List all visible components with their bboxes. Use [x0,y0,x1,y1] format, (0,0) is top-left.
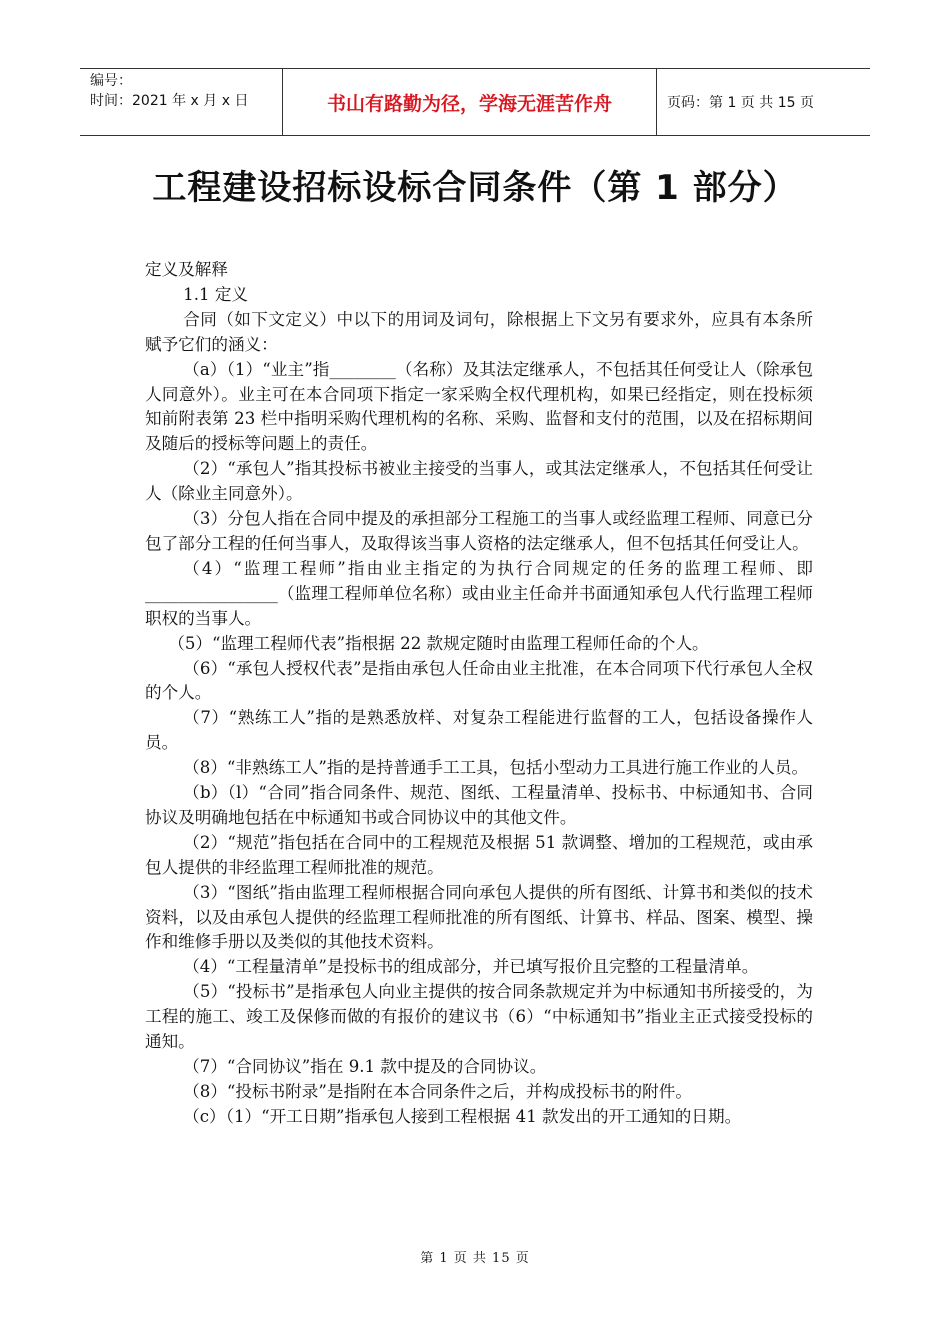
document-title: 工程建设招标设标合同条件（第 1 部分） [152,168,798,208]
header-table [80,68,870,136]
page-footer: 第 1 页 共 15 页 [420,1251,530,1266]
subsection-heading: 1.1 定义 [183,284,249,304]
paragraph: （7）“熟练工人”指的是熟悉放样、对复杂工程能进行监督的工人，包括设备操作人员。 [145,708,813,753]
paragraph: （4）“工程量清单”是投标书的组成部分，并已填写报价且完整的工程量清单。 [183,957,759,977]
paragraph: （8）“投标书附录”是指附在本合同条件之后，并构成投标书的附件。 [183,1081,692,1101]
paragraph: （b）（l）“合同”指合同条件、规范、图纸、工程量清单、投标书、中标通知书、合同协议及明确地包括在中标通知书或合同协议中的其他文件。 [145,783,813,827]
document-number: 编号： [90,73,132,89]
header-meta [80,69,282,135]
paragraph: （7）“合同协议”指在 9.1 款中提及的合同协议。 [183,1057,547,1076]
paragraph: （c）（1）“开工日期”指承包人接到工程根据 41 款发出的开工通知的日期。 [183,1106,742,1126]
header-motto: 书山有路勤为径，学海无涯苦作舟 [282,69,657,135]
header-page-info: 页码：第 1 页 共 15 页 [667,95,814,111]
document-date: 时间：2021 年 x 月 x 日 [90,93,249,109]
document-body [145,258,813,1130]
section-heading: 定义及解释 [145,260,228,279]
paragraph: （3）分包人指在合同中提及的承担部分工程施工的当事人或经监理工程师、同意已分包了部分工程的任何当事人，及取得该当事人资格的法定继承人，但不包括其任何受让人。 [145,509,813,553]
paragraph: （a）（1）“业主”指________（名称）及其法定继承人，不包括其任何受让人（除承包人同意外）。业主可在本合同项下指定一家采购全权代理机构，如果已经指定，则在投标须知前附表第 23 栏中指明采购代理机构的名称、采购、监督和支付的范围，以及在招标期间及随后的授标等问题上的责任。 [145,359,813,454]
paragraph: （2）“规范”指包括在合同中的工程规范及根据 51 款调整、增加的工程规范，或由承包人提供的非经监理工程师批准的规范。 [145,832,813,877]
paragraph: （4）“监理工程师”指由业主指定的为执行合同规定的任务的监理工程师、即________________（监理工程师单位名称）或由业主任命并书面通知承包人代行监理工程师职权的当事人。 [145,558,813,628]
paragraph: 合同（如下文定义）中以下的用词及词句，除根据上下文另有要求外，应具有本条所赋予它们的涵义： [145,309,813,354]
paragraph: （5）“监理工程师代表”指根据 22 款规定随时由监理工程师任命的个人。 [168,633,709,653]
paragraph: （8）“非熟练工人”指的是持普通手工工具，包括小型动力工具进行施工作业的人员。 [183,758,809,778]
paragraph: （3）“图纸”指由监理工程师根据合同向承包人提供的所有图纸、计算书和类似的技术资料，以及由承包人提供的经监理工程师批准的所有图纸、计算书、样品、图案、模型、操作和维修手册以及类似的其他技术资料。 [145,882,813,952]
paragraph: （5）“投标书”是指承包人向业主提供的按合同条款规定并为中标通知书所接受的，为工程的施工、竣工及保修而做的有报价的建议书（6）“中标通知书”指业主正式接受投标的通知。 [145,982,813,1052]
paragraph: （6）“承包人授权代表”是指由承包人任命由业主批准，在本合同项下代行承包人全权的个人。 [145,658,813,703]
paragraph: （2）“承包人”指其投标书被业主接受的当事人，或其法定继承人，不包括其任何受让人（除业主同意外）。 [145,459,813,504]
